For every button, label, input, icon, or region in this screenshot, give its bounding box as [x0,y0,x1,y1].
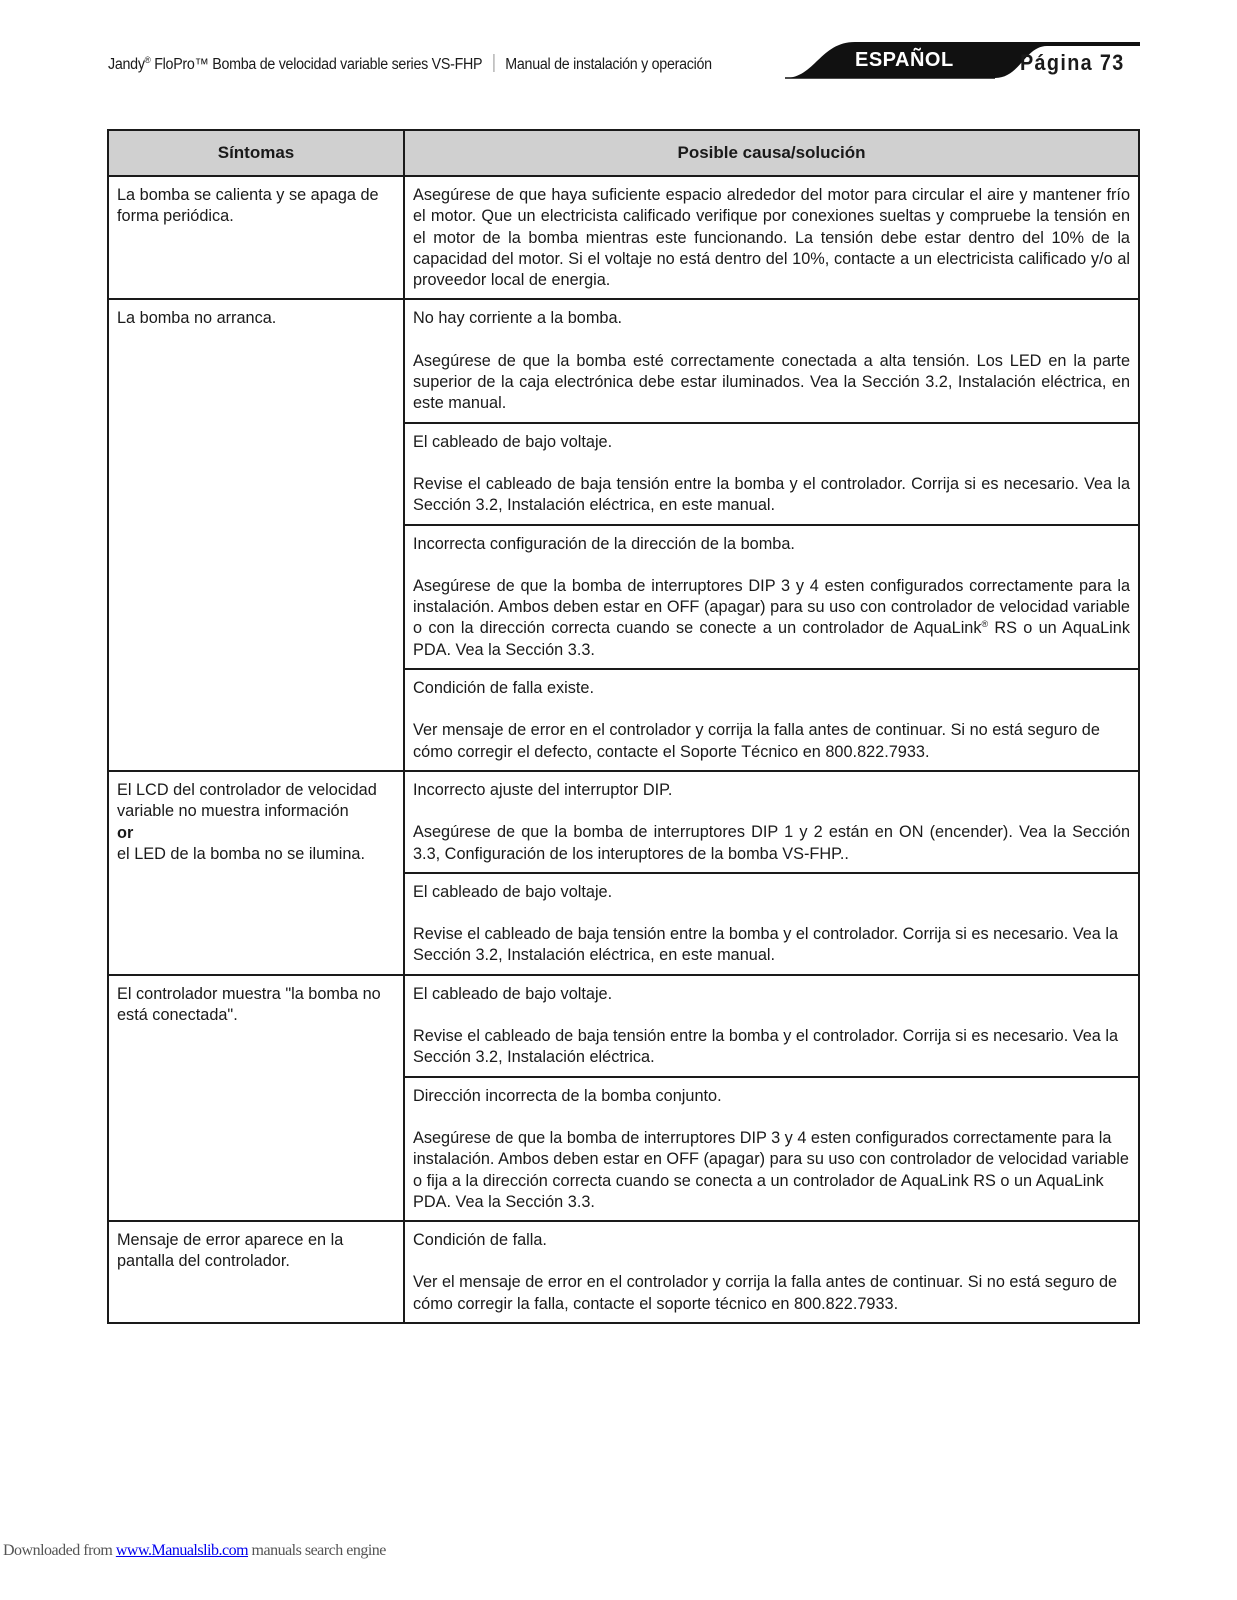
registered-mark: ® [144,55,151,65]
symptom-text: El LCD del controlador de velocidad variable no muestra información [117,780,377,821]
table-header-row [108,130,1139,176]
header-title [108,54,712,74]
solution-cell [404,771,1139,873]
symptom-text: El controlador muestra "la bomba no está conectada". [117,984,381,1025]
table-row [108,299,1139,422]
symptom-text: Mensaje de error aparece en la pantalla del controlador. [117,1231,344,1271]
cause-text: No hay corriente a la bomba. [413,309,623,328]
table-row [108,975,1139,1077]
solution-cell [404,873,1139,975]
symptom-cell [108,1221,404,1323]
symptom-cell [108,176,404,299]
registered-mark: ® [981,619,989,630]
page-number: Página 73 [1020,50,1125,75]
column-header-symptoms: Síntomas [108,130,404,176]
cause-text: Condición de falla existe. [413,679,595,698]
product-title: FloPro™ Bomba de velocidad variable series VS-FHP [150,56,483,73]
symptom-text: La bomba se calienta y se apaga de forma periódica. [117,186,379,226]
solution-text: Ver el mensaje de error en el controlador y corrija la falla antes de continuar. Si no está seguro de cómo corregir la falla, contacte el soporte técnico en 800.822.7933. [413,1273,1118,1313]
cause-text: El cableado de bajo voltaje. [413,984,613,1003]
table-row [108,771,1139,873]
solution-cell [404,1221,1139,1323]
download-footer [3,1542,386,1560]
cause-text: El cableado de bajo voltaje. [413,882,613,901]
solution-cell [404,975,1139,1077]
footer-prefix: Downloaded from [3,1542,116,1559]
solution-text: Asegúrese de que la bomba esté correctamente conectada a alta tensión. Los LED en la parte superior de la caja electrónica debe estar iluminados. Vea la Sección 3.2, Instalación eléctrica, en este manual. [413,351,1130,413]
solution-text [413,576,1130,661]
solution-cell [404,299,1139,422]
symptom-text: La bomba no arranca. [117,309,277,328]
solution-text: Revise el cableado de baja tensión entre la bomba y el controlador. Corrija si es necesario. Vea la Sección 3.2, Instalación eléctrica, en este manual. [413,925,1119,965]
table-row [108,176,1139,299]
manualslib-link[interactable]: www.Manualslib.com [115,1542,249,1559]
solution-text: Revise el cableado de baja tensión entre la bomba y el controlador. Corrija si es necesario. Vea la Sección 3.2, Instalación eléctrica, en este manual. [413,474,1130,515]
solution-text: Asegúrese de que haya suficiente espacio alrededor del motor para circular el aire y mantener frío el motor. Que un electricista calificado verifique por conexiones sueltas y compruebe la tensión en el motor de la bomba mientras este funcionando. La tensión debe estar dentro del 10% de la capacidad del motor. Si el voltaje no está dentro del 10%, contacte a un electricista calificado y/o al proveedor local de energia. [413,186,1130,290]
solution-text: Revise el cableado de baja tensión entre la bomba y el controlador. Corrija si es necesario. Vea la Sección 3.2, Instalación eléctrica. [413,1027,1119,1067]
solution-text: Ver mensaje de error en el controlador y corrija la falla antes de continuar. Si no está seguro de cómo corregir el defecto, contacte el Soporte Técnico en 800.822.7933. [413,721,1100,761]
language-label: ESPAÑOL [855,49,954,71]
solution-cell [404,525,1139,669]
solution-cell [404,176,1139,299]
solution-text-part: RS o un AquaLink PDA. Vea la Sección 3.3. [413,619,1130,659]
symptom-cell [108,771,404,975]
symptom-cell [108,975,404,1221]
symptom-cell [108,299,404,770]
manual-subtitle: Manual de instalación y operación [505,56,712,73]
solution-cell [404,1077,1139,1221]
brand-name: Jandy [108,56,145,73]
cause-text: Condición de falla. [413,1231,547,1250]
cause-text: Dirección incorrecta de la bomba conjunto. [413,1086,722,1105]
solution-text: Asegúrese de que la bomba de interruptores DIP 3 y 4 esten configurados correctamente para la instalación. Ambos deben estar en OFF (apagar) para su uso con controlador de velocidad variable o fija a la dirección correcta cuando se conecta a un controlador de AquaLink RS o un AquaLink PDA. Vea la Sección 3.3. [413,1128,1129,1211]
symptom-or-connector: or [117,823,134,842]
solution-cell [404,423,1139,525]
header-divider [493,54,494,72]
symptom-text: el LED de la bomba no se ilumina. [117,844,365,863]
column-header-solution: Posible causa/solución [404,130,1139,176]
solution-cell [404,669,1139,771]
troubleshooting-table [107,129,1140,1324]
footer-suffix: manuals search engine [248,1542,386,1559]
cause-text: El cableado de bajo voltaje. [413,432,613,451]
solution-text-part: Asegúrese de que la bomba de interruptores DIP 3 y 4 esten configurados correctamente para la instalación. Ambos deben estar en OFF (apagar) para su uso con controlador de velocidad variable o con la dirección correcta cuando se conecte a un controlador de AquaLink [413,576,1130,638]
cause-text: Incorrecta configuración de la dirección de la bomba. [413,534,795,553]
solution-text: Asegúrese de que la bomba de interruptores DIP 1 y 2 están en ON (encender). Vea la Sección 3.3, Configuración de los interuptores de la bomba VS-FHP.. [413,823,1130,863]
table-row [108,1221,1139,1323]
cause-text: Incorrecto ajuste del interruptor DIP. [413,780,673,799]
page-header [0,0,1237,95]
